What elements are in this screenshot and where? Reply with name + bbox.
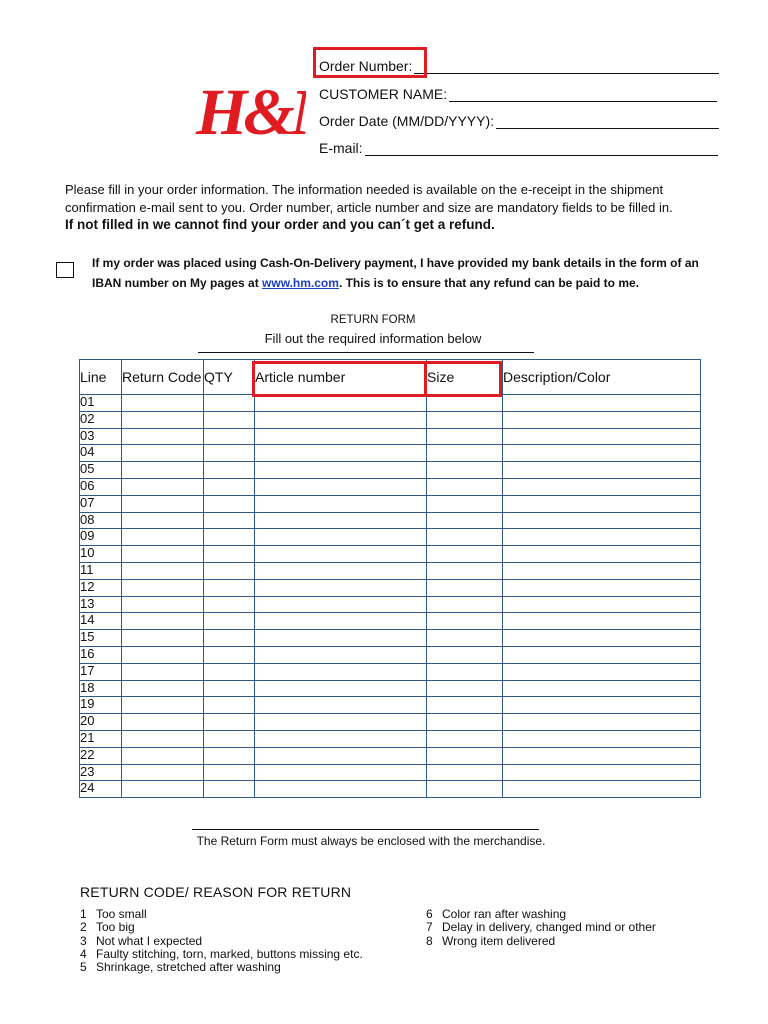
table-row xyxy=(80,562,701,579)
description-cell[interactable] xyxy=(503,478,701,495)
size-cell[interactable] xyxy=(427,646,503,663)
line-number: 07 xyxy=(80,495,122,512)
description-cell[interactable] xyxy=(503,596,701,613)
line-number: 19 xyxy=(80,697,122,714)
size-cell[interactable] xyxy=(427,529,503,546)
article-number-cell[interactable] xyxy=(255,764,427,781)
col-return-code-header: Return Code xyxy=(122,360,204,395)
qty-cell[interactable] xyxy=(204,613,255,630)
line-number: 02 xyxy=(80,411,122,428)
return-code-cell[interactable] xyxy=(122,579,204,596)
line-number: 08 xyxy=(80,512,122,529)
return-code-number: 5 xyxy=(80,960,87,975)
return-code-cell[interactable] xyxy=(122,630,204,647)
article-number-cell[interactable] xyxy=(255,646,427,663)
size-cell[interactable] xyxy=(427,747,503,764)
order-date-field[interactable] xyxy=(319,109,719,129)
footer-note: The Return Form must always be enclosed with the merchandise. xyxy=(196,834,546,848)
size-cell[interactable] xyxy=(427,714,503,731)
col-size-header: Size xyxy=(427,360,503,395)
description-cell[interactable] xyxy=(503,445,701,462)
size-cell[interactable] xyxy=(427,495,503,512)
return-code-number: 2 xyxy=(80,920,87,935)
return-code-item xyxy=(80,921,363,934)
article-number-cell[interactable] xyxy=(255,680,427,697)
return-code-cell[interactable] xyxy=(122,546,204,563)
article-number-cell[interactable] xyxy=(255,714,427,731)
qty-cell[interactable] xyxy=(204,529,255,546)
article-number-cell[interactable] xyxy=(255,445,427,462)
return-code-cell[interactable] xyxy=(122,395,204,412)
size-cell[interactable] xyxy=(427,764,503,781)
table-row xyxy=(80,395,701,412)
size-cell[interactable] xyxy=(427,512,503,529)
return-code-cell[interactable] xyxy=(122,562,204,579)
return-code-reason: Too small xyxy=(96,907,147,921)
line-number: 11 xyxy=(80,562,122,579)
article-number-cell[interactable] xyxy=(255,529,427,546)
table-row xyxy=(80,613,701,630)
line-number: 03 xyxy=(80,428,122,445)
return-codes-left xyxy=(80,908,363,974)
size-cell[interactable] xyxy=(427,613,503,630)
return-code-cell[interactable] xyxy=(122,478,204,495)
return-code-cell[interactable] xyxy=(122,462,204,479)
qty-cell[interactable] xyxy=(204,714,255,731)
table-row xyxy=(80,428,701,445)
description-cell[interactable] xyxy=(503,613,701,630)
size-cell[interactable] xyxy=(427,630,503,647)
table-row xyxy=(80,747,701,764)
article-number-cell[interactable] xyxy=(255,428,427,445)
line-number: 21 xyxy=(80,730,122,747)
qty-cell[interactable] xyxy=(204,495,255,512)
intro-text: Please fill in your order information. The information needed is available on the e-receipt in the shipment confirmation e-mail sent to you. Order number, article number and size are mandatory fields to be filled in. xyxy=(65,182,673,215)
size-cell[interactable] xyxy=(427,579,503,596)
return-code-number: 7 xyxy=(426,920,433,935)
return-code-cell[interactable] xyxy=(122,613,204,630)
return-code-item xyxy=(426,921,656,934)
qty-cell[interactable] xyxy=(204,781,255,798)
line-number: 16 xyxy=(80,646,122,663)
cod-text-after: . This is to ensure that any refund can be paid to me. xyxy=(338,276,639,290)
description-cell[interactable] xyxy=(503,730,701,747)
table-row xyxy=(80,512,701,529)
return-code-reason: Wrong item delivered xyxy=(442,933,556,948)
table-row xyxy=(80,596,701,613)
return-code-cell[interactable] xyxy=(122,411,204,428)
article-number-cell[interactable] xyxy=(255,697,427,714)
size-cell[interactable] xyxy=(427,428,503,445)
size-cell[interactable] xyxy=(427,395,503,412)
line-number: 22 xyxy=(80,747,122,764)
line-number: 06 xyxy=(80,478,122,495)
cod-checkbox[interactable] xyxy=(56,262,74,278)
description-cell[interactable] xyxy=(503,646,701,663)
description-cell[interactable] xyxy=(503,428,701,445)
return-code-item xyxy=(80,908,363,921)
return-code-cell[interactable] xyxy=(122,680,204,697)
return-code-item xyxy=(80,935,363,948)
article-number-cell[interactable] xyxy=(255,630,427,647)
return-code-cell[interactable] xyxy=(122,747,204,764)
size-cell[interactable] xyxy=(427,663,503,680)
qty-cell[interactable] xyxy=(204,462,255,479)
size-cell[interactable] xyxy=(427,478,503,495)
qty-cell[interactable] xyxy=(204,478,255,495)
return-code-item xyxy=(426,935,656,948)
logo-text: H& xyxy=(196,76,291,144)
qty-cell[interactable] xyxy=(204,680,255,697)
return-code-cell[interactable] xyxy=(122,495,204,512)
qty-cell[interactable] xyxy=(204,445,255,462)
return-form-table xyxy=(79,359,701,798)
size-cell[interactable] xyxy=(427,596,503,613)
size-cell[interactable] xyxy=(427,462,503,479)
description-cell[interactable] xyxy=(503,747,701,764)
table-row xyxy=(80,445,701,462)
table-row xyxy=(80,579,701,596)
return-code-reason: Shrinkage, stretched after washing xyxy=(96,960,281,975)
description-cell[interactable] xyxy=(503,697,701,714)
article-number-cell[interactable] xyxy=(255,478,427,495)
table-row xyxy=(80,495,701,512)
line-number: 24 xyxy=(80,781,122,798)
article-number-cell[interactable] xyxy=(255,495,427,512)
description-cell[interactable] xyxy=(503,529,701,546)
description-cell[interactable] xyxy=(503,680,701,697)
return-code-cell[interactable] xyxy=(122,512,204,529)
article-number-cell[interactable] xyxy=(255,411,427,428)
col-line-header: Line xyxy=(80,360,122,395)
description-cell[interactable] xyxy=(503,579,701,596)
return-code-number: 3 xyxy=(80,933,87,948)
table-row xyxy=(80,462,701,479)
line-number: 23 xyxy=(80,764,122,781)
article-number-highlight xyxy=(252,361,427,397)
qty-cell[interactable] xyxy=(204,428,255,445)
description-cell[interactable] xyxy=(503,630,701,647)
cod-text-before: If my order was placed using Cash-On-Delivery payment, I have provided my bank details in the form of an IBAN number on My pages at xyxy=(92,256,699,290)
size-cell[interactable] xyxy=(427,411,503,428)
table-row xyxy=(80,529,701,546)
article-number-cell[interactable] xyxy=(255,546,427,563)
table-row xyxy=(80,663,701,680)
hm-logo xyxy=(194,72,306,144)
article-number-cell[interactable] xyxy=(255,663,427,680)
return-form-subtitle: Fill out the required information below xyxy=(264,331,482,346)
return-code-item xyxy=(80,961,363,974)
col-qty-header: QTY xyxy=(204,360,255,395)
email-field[interactable] xyxy=(319,136,718,156)
col-article-number-header: Article number xyxy=(255,360,427,395)
line-number: 05 xyxy=(80,462,122,479)
line-number: 18 xyxy=(80,680,122,697)
description-cell[interactable] xyxy=(503,546,701,563)
qty-cell[interactable] xyxy=(204,730,255,747)
qty-cell[interactable] xyxy=(204,764,255,781)
return-form-title: RETURN FORM xyxy=(330,314,416,326)
table-row xyxy=(80,781,701,798)
description-cell[interactable] xyxy=(503,714,701,731)
return-code-cell[interactable] xyxy=(122,697,204,714)
table-row xyxy=(80,478,701,495)
refund-warning: If not filled in we cannot find your order and you can´t get a refund. xyxy=(65,217,495,232)
cod-notice xyxy=(92,253,712,293)
return-code-reason: Not what I expected xyxy=(96,933,203,948)
return-code-cell[interactable] xyxy=(122,781,204,798)
size-cell[interactable] xyxy=(427,445,503,462)
return-code-item xyxy=(80,948,363,961)
table-row xyxy=(80,714,701,731)
return-code-number: 1 xyxy=(80,907,87,921)
article-number-cell[interactable] xyxy=(255,512,427,529)
order-number-highlight xyxy=(313,47,427,78)
return-code-cell[interactable] xyxy=(122,730,204,747)
table-row xyxy=(80,630,701,647)
return-code-number: 6 xyxy=(426,907,433,921)
article-number-cell[interactable] xyxy=(255,462,427,479)
article-number-cell[interactable] xyxy=(255,781,427,798)
article-number-cell[interactable] xyxy=(255,747,427,764)
article-number-cell[interactable] xyxy=(255,730,427,747)
qty-cell[interactable] xyxy=(204,546,255,563)
description-cell[interactable] xyxy=(503,395,701,412)
return-code-cell[interactable] xyxy=(122,764,204,781)
table-row xyxy=(80,764,701,781)
order-number-label: Order Number: xyxy=(319,58,413,74)
return-code-reason: Faulty stitching, torn, marked, buttons missing etc. xyxy=(96,946,363,961)
line-number: 15 xyxy=(80,630,122,647)
qty-cell[interactable] xyxy=(204,596,255,613)
table-row xyxy=(80,680,701,697)
return-code-cell[interactable] xyxy=(122,529,204,546)
return-code-reason: Color ran after washing xyxy=(442,907,567,921)
size-cell[interactable] xyxy=(427,697,503,714)
qty-cell[interactable] xyxy=(204,630,255,647)
size-highlight xyxy=(424,361,502,397)
size-cell[interactable] xyxy=(427,781,503,798)
qty-cell[interactable] xyxy=(204,697,255,714)
article-number-cell[interactable] xyxy=(255,562,427,579)
return-codes-right xyxy=(426,908,656,948)
title-underline xyxy=(198,352,534,353)
line-number: 04 xyxy=(80,445,122,462)
line-number: 13 xyxy=(80,596,122,613)
return-code-cell[interactable] xyxy=(122,428,204,445)
line-number: 01 xyxy=(80,395,122,412)
return-code-number: 8 xyxy=(426,933,433,948)
table-row xyxy=(80,730,701,747)
return-code-cell[interactable] xyxy=(122,714,204,731)
size-cell[interactable] xyxy=(427,680,503,697)
qty-cell[interactable] xyxy=(204,663,255,680)
email-label: E-mail: xyxy=(319,140,363,156)
return-code-reason: Too big xyxy=(96,920,135,935)
qty-cell[interactable] xyxy=(204,512,255,529)
description-cell[interactable] xyxy=(503,411,701,428)
table-row xyxy=(80,697,701,714)
qty-cell[interactable] xyxy=(204,646,255,663)
return-code-item xyxy=(426,908,656,921)
return-code-cell[interactable] xyxy=(122,445,204,462)
line-number: 09 xyxy=(80,529,122,546)
return-code-cell[interactable] xyxy=(122,646,204,663)
line-number: 17 xyxy=(80,663,122,680)
article-number-cell[interactable] xyxy=(255,579,427,596)
description-cell[interactable] xyxy=(503,562,701,579)
table-row xyxy=(80,411,701,428)
size-cell[interactable] xyxy=(427,546,503,563)
table-row xyxy=(80,646,701,663)
customer-name-field[interactable] xyxy=(319,82,717,102)
article-number-cell[interactable] xyxy=(255,395,427,412)
table-row xyxy=(80,546,701,563)
return-code-cell[interactable] xyxy=(122,663,204,680)
hm-link[interactable]: www.hm.com xyxy=(262,276,339,290)
qty-cell[interactable] xyxy=(204,395,255,412)
size-cell[interactable] xyxy=(427,562,503,579)
order-date-label: Order Date (MM/DD/YYYY): xyxy=(319,113,495,129)
description-cell[interactable] xyxy=(503,495,701,512)
return-codes-title: RETURN CODE/ REASON FOR RETURN xyxy=(80,884,352,900)
line-number: 20 xyxy=(80,714,122,731)
description-cell[interactable] xyxy=(503,512,701,529)
article-number-cell[interactable] xyxy=(255,596,427,613)
line-number: 10 xyxy=(80,546,122,563)
qty-cell[interactable] xyxy=(204,411,255,428)
qty-cell[interactable] xyxy=(204,579,255,596)
qty-cell[interactable] xyxy=(204,562,255,579)
footer-line xyxy=(192,829,539,830)
article-number-cell[interactable] xyxy=(255,613,427,630)
line-number: 14 xyxy=(80,613,122,630)
return-code-reason: Delay in delivery, changed mind or other xyxy=(442,920,656,935)
qty-cell[interactable] xyxy=(204,747,255,764)
line-number: 12 xyxy=(80,579,122,596)
col-description-header: Description/Color xyxy=(503,360,701,395)
return-code-number: 4 xyxy=(80,946,87,961)
return-code-cell[interactable] xyxy=(122,596,204,613)
customer-name-label: CUSTOMER NAME: xyxy=(319,86,448,102)
description-cell[interactable] xyxy=(503,663,701,680)
description-cell[interactable] xyxy=(503,462,701,479)
size-cell[interactable] xyxy=(427,730,503,747)
description-cell[interactable] xyxy=(503,764,701,781)
description-cell[interactable] xyxy=(503,781,701,798)
